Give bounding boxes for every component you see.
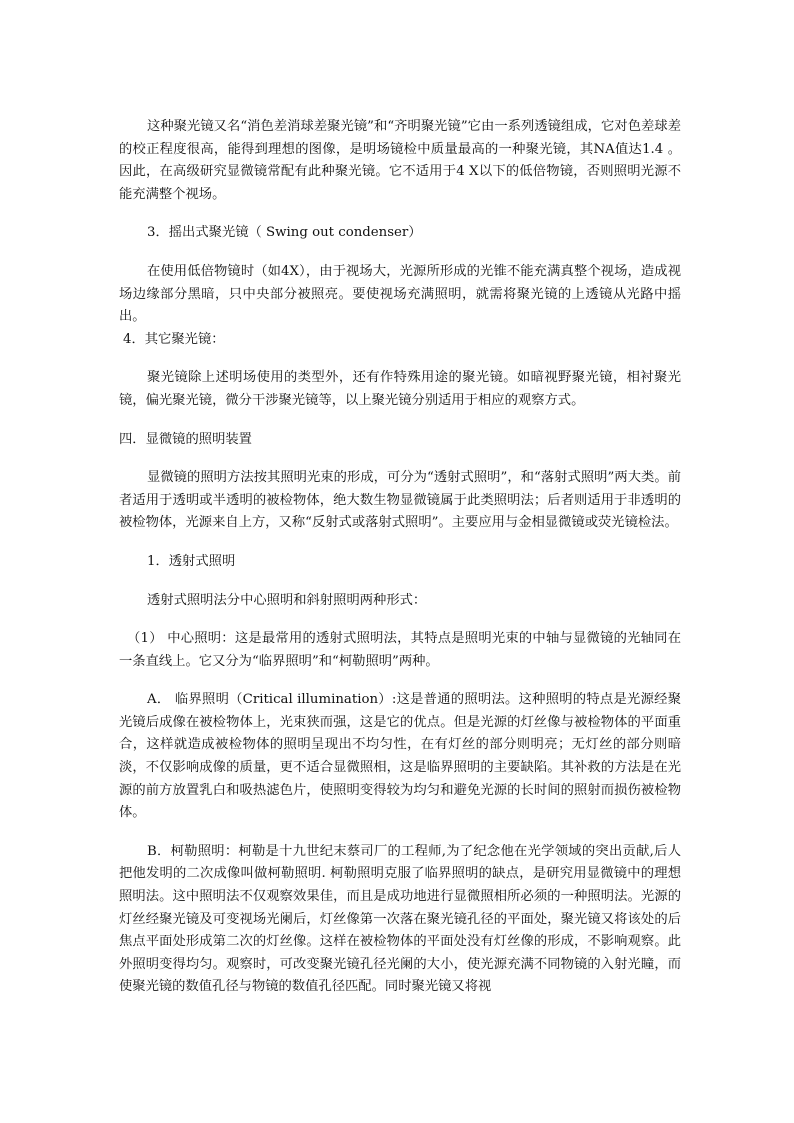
section-heading-illumination: 四．显微镜的照明装置 (119, 431, 252, 447)
paragraph-transmitted-forms: 透射式照明法分中心照明和斜射照明两种形式： (147, 592, 427, 608)
heading-transmitted-illumination: 1．透射式照明 (147, 553, 236, 569)
paragraph-achromatic-condenser: 这种聚光镜又名“消色差消球差聚光镜”和“齐明聚光镜”它由一系列透镜组成，它对色差球差的校正程度很高，能得到理想的图像，是明场镜检中质量最高的一种聚光镜，其NA值达1.4 。因此，在高级研究显微镜常配有此种聚光镜。它不适用于4 X以下的低倍物镜，否则照明光源不能充满整个视场。 (119, 119, 681, 202)
paragraph-central-illumination: （1） 中心照明：这是最常用的透射式照明法，其特点是照明光束的中轴与显微镜的光轴同在一条直线上。它又分为“临界照明”和“柯勒照明”两种。 (119, 631, 681, 669)
document-page (119, 116, 681, 999)
paragraph-illumination-methods: 显微镜的照明方法按其照明光束的形成，可分为“透射式照明”，和“落射式照明”两大类。前者适用于透明或半透明的被检物体，绝大数生物显微镜属于此类照明法；后者则适用于非透明的被检物体，光源来自上方，又称“反射式或落射式照明”。主要应用与金相显微镜或荧光镜检法。 (119, 470, 681, 531)
paragraph-swing-out-condenser: 在使用低倍物镜时（如4X），由于视场大，光源所形成的光锥不能充满真整个视场，造成视场边缘部分黑暗，只中央部分被照亮。要使视场充满照明，就需将聚光镜的上透镜从光路中摇出。 (119, 263, 681, 325)
heading-other-condensers: 4．其它聚光镜： (123, 331, 225, 347)
heading-swing-out-condenser: 3．摇出式聚光镜（ Swing out condenser） (147, 225, 422, 241)
paragraph-other-condensers: 聚光镜除上述明场使用的类型外，还有作特殊用途的聚光镜。如暗视野聚光镜，相衬聚光镜，偏光聚光镜，微分干涉聚光镜等，以上聚光镜分别适用于相应的观察方式。 (119, 370, 681, 408)
paragraph-critical-illumination: A． 临界照明（Critical illumination）:这是普通的照明法。这种照明的特点是光源经聚光镜后成像在被检物体上，光束狭而强，这是它的优点。但是光源的灯丝像与被检物体的平面重合，这样就造成被检物体的照明呈现出不均匀性，在有灯丝的部分则明亮；无灯丝的部分则暗淡，不仅影响成像的质量，更不适合显微照相，这是临界照明的主要缺陷。其补救的方法是在光源的前方放置乳白和吸热滤色片，使照明变得较为均匀和避免光源的长时间的照射而损伤被检物体。 (119, 692, 681, 821)
paragraph-kohler-illumination: B．柯勒照明：柯勒是十九世纪末蔡司厂的工程师,为了纪念他在光学领域的突出贡献,后人把他发明的二次成像叫做柯勒照明. 柯勒照明克服了临界照明的缺点，是研究用显微镜中的理想照明法。这中照明法不仅观察效果佳，而且是成功地进行显微照相所必须的一种照明法。光源的灯丝经聚光镜及可变视场光阑后，灯丝像第一次落在聚光镜孔径的平面处，聚光镜又将该处的后焦点平面处形成第二次的灯丝像。这样在被检物体的平面处没有灯丝像的形成，不影响观察。此外照明变得均匀。观察时，可改变聚光镜孔径光阑的大小，使光源充满不同物镜的入射光瞳，而使聚光镜的数值孔径与物镜的数值孔径匹配。同时聚光镜又将视 (119, 843, 681, 995)
